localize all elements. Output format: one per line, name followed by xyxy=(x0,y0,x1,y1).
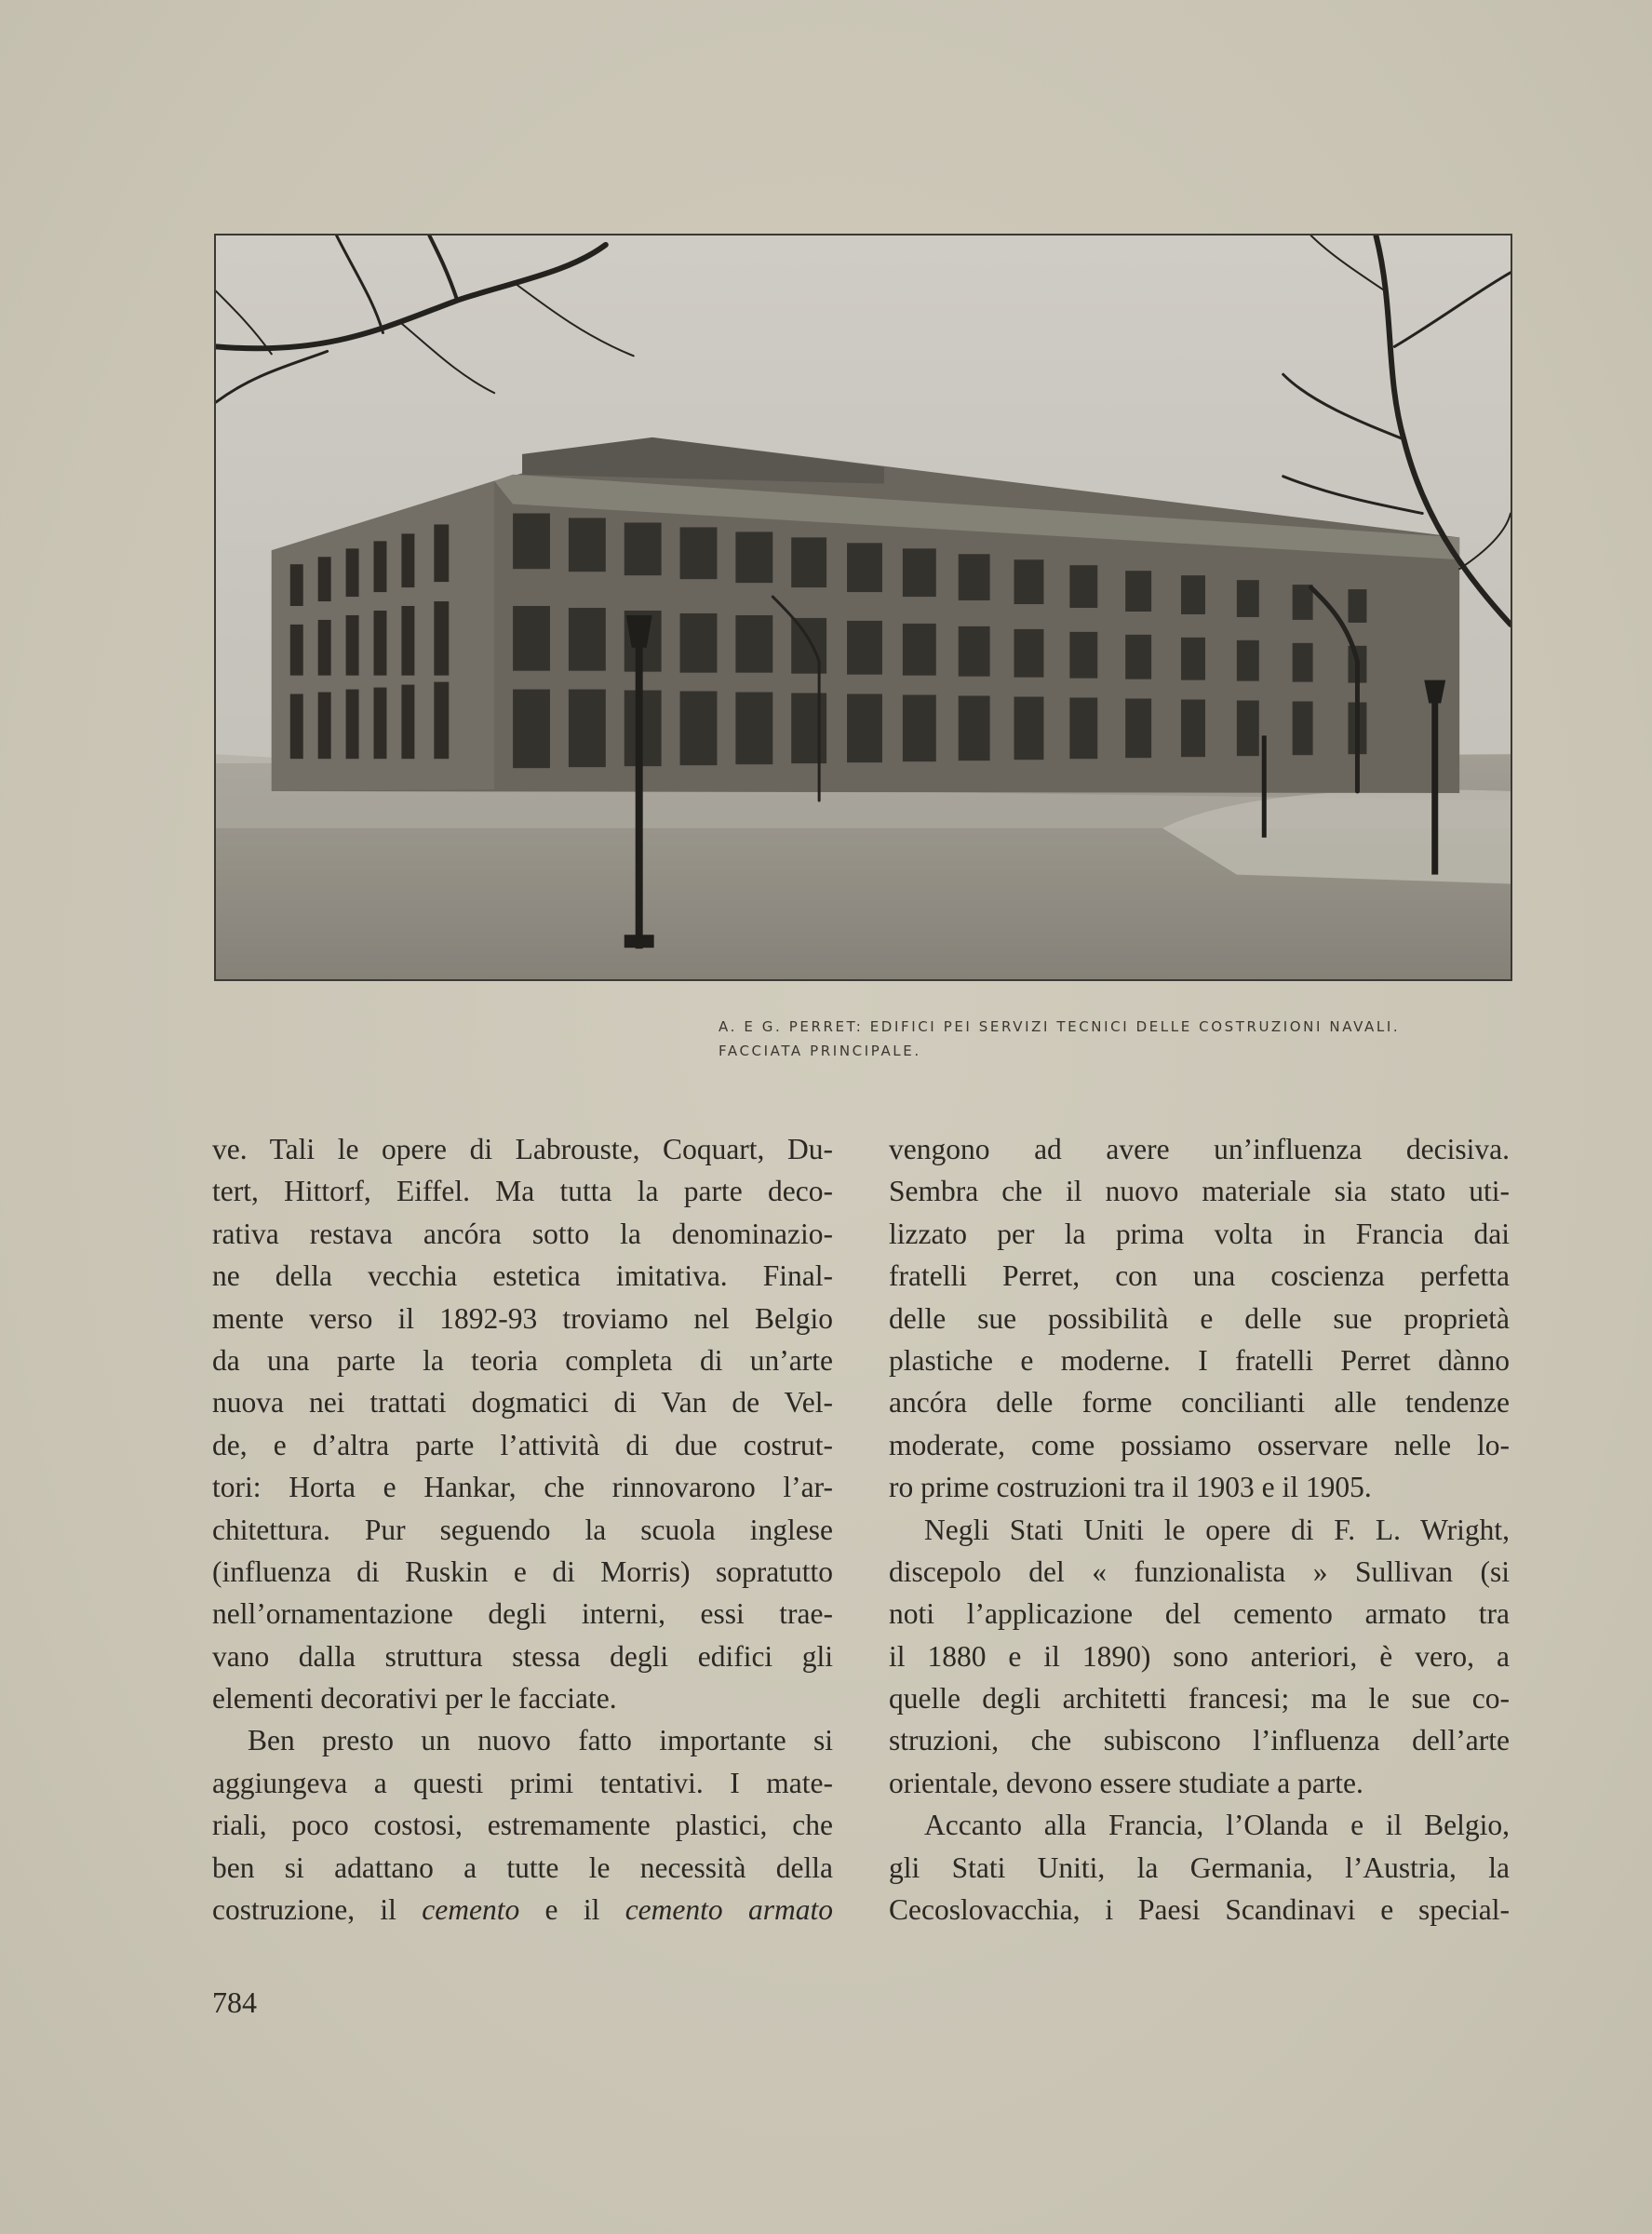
text-line: tori: Horta e Hankar, che rinnovarono l’ar- xyxy=(212,1471,833,1504)
italic-term: cemento xyxy=(422,1893,520,1927)
text-fragment: e il xyxy=(519,1893,625,1927)
text-line: Negli Stati Uniti le opere di F. L. Wright, xyxy=(924,1513,1510,1546)
text-line: de, e d’altra parte l’attività di due costrut- xyxy=(212,1428,833,1461)
building-photograph xyxy=(214,234,1512,981)
text-line: ro prime costruzioni tra il 1903 e il 1905. xyxy=(889,1471,1372,1504)
right-text-column xyxy=(889,1128,1510,1931)
caption-line-1: A. E G. PERRET: EDIFICI PEI SERVIZI TECNICI DELLE COSTRUZIONI NAVALI. xyxy=(719,1018,1401,1035)
text-line: gli Stati Uniti, la Germania, l’Austria, la xyxy=(889,1850,1510,1884)
text-line: aggiungeva a questi primi tentativi. I mate- xyxy=(212,1766,833,1799)
text-line: quelle degli architetti francesi; ma le sue co- xyxy=(889,1682,1510,1716)
text-line: ne della vecchia estetica imitativa. Final- xyxy=(212,1259,833,1293)
text-line: vano dalla struttura stessa degli edifici gli xyxy=(212,1639,833,1673)
text-line: Sembra che il nuovo materiale sia stato uti- xyxy=(889,1175,1510,1208)
text-line: da una parte la teoria completa di un’arte xyxy=(212,1343,833,1377)
text-line: chitettura. Pur seguendo la scuola inglese xyxy=(212,1513,833,1546)
italic-term: cemento armato xyxy=(625,1893,833,1927)
text-line: nuova nei trattati dogmatici di Van de Vel- xyxy=(212,1386,833,1420)
text-line: delle sue possibilità e delle sue proprietà xyxy=(889,1301,1510,1335)
text-line: ben si adattano a tutte le necessità della xyxy=(212,1850,833,1884)
text-line: Accanto alla Francia, l’Olanda e il Belgio, xyxy=(924,1809,1510,1842)
text-line: mente verso il 1892-93 troviamo nel Belgio xyxy=(212,1301,833,1335)
text-line: tert, Hittorf, Eiffel. Ma tutta la parte deco- xyxy=(212,1175,833,1208)
text-line: struzioni, che subiscono l’influenza dell’arte xyxy=(889,1724,1510,1757)
text-line: (influenza di Ruskin e di Morris) sopratutto xyxy=(212,1554,833,1588)
text-line: vengono ad avere un’influenza decisiva. xyxy=(889,1133,1510,1165)
text-fragment: costruzione, il xyxy=(212,1893,423,1927)
text-line: rativa restava ancóra sotto la denominazio- xyxy=(212,1217,833,1250)
text-line: elementi decorativi per le facciate. xyxy=(212,1682,617,1716)
text-line: nell’ornamentazione degli interni, essi trae- xyxy=(212,1597,833,1631)
text-line: Cecoslovacchia, i Paesi Scandinavi e special- xyxy=(889,1893,1510,1927)
caption-line-2: FACCIATA PRINCIPALE. xyxy=(719,1043,921,1059)
text-line: fratelli Perret, con una coscienza perfetta xyxy=(889,1259,1510,1293)
photo-caption xyxy=(719,1015,1519,1063)
page-number: 784 xyxy=(212,1985,257,2019)
text-line: riali, poco costosi, estremamente plastici, che xyxy=(212,1809,833,1842)
text-line: lizzato per la prima volta in Francia dai xyxy=(889,1217,1510,1250)
text-line: ve. Tali le opere di Labrouste, Coquart, Du- xyxy=(212,1133,833,1165)
text-line: discepolo del « funzionalista » Sullivan (si xyxy=(889,1554,1510,1588)
text-line: orientale, devono essere studiate a parte. xyxy=(889,1766,1363,1799)
text-line: il 1880 e il 1890) sono anteriori, è vero, a xyxy=(889,1639,1510,1673)
photo-building-icon xyxy=(216,236,1511,979)
text-line: plastiche e moderne. I fratelli Perret dànno xyxy=(889,1343,1510,1377)
text-line: ancóra delle forme concilianti alle tendenze xyxy=(889,1386,1510,1420)
text-line: Ben presto un nuovo fatto importante si xyxy=(248,1724,833,1757)
text-line-italic-mixed xyxy=(212,1889,833,1931)
text-line: moderate, come possiamo osservare nelle lo- xyxy=(889,1428,1510,1461)
text-line: noti l’applicazione del cemento armato tra xyxy=(889,1597,1510,1631)
left-text-column xyxy=(212,1128,833,1931)
